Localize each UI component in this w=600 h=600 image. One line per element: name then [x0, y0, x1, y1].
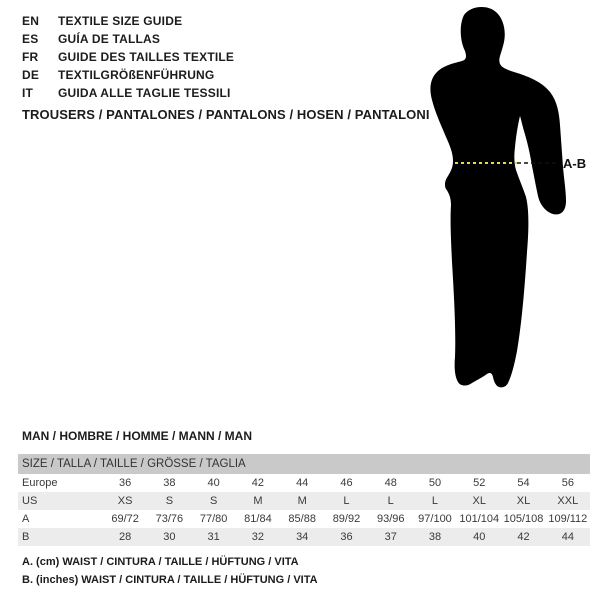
man-silhouette	[410, 0, 600, 400]
row-label: A	[22, 513, 30, 525]
size-cell: 36	[340, 531, 353, 543]
footnotes	[22, 553, 318, 589]
size-cell: 105/108	[503, 513, 544, 525]
gender-line: MAN / HOMBRE / HOMME / MANN / MAN	[22, 429, 252, 443]
size-cell: M	[297, 495, 307, 507]
size-cell: XS	[117, 495, 133, 507]
size-table-header: SIZE / TALLA / TAILLE / GRÖSSE / TAGLIA	[22, 458, 246, 470]
size-cell: L	[431, 495, 439, 507]
size-cell: 85/88	[288, 513, 316, 525]
size-cell: 42	[517, 531, 530, 543]
size-cell: 37	[384, 531, 397, 543]
size-cell: 101/104	[459, 513, 500, 525]
language-row	[22, 12, 234, 30]
size-cell: 46	[340, 477, 353, 489]
row-label: Europe	[22, 477, 58, 489]
size-cell: S	[165, 495, 174, 507]
size-cell: 48	[384, 477, 397, 489]
size-cell: 97/100	[418, 513, 452, 525]
size-cell: XL	[472, 495, 486, 507]
size-cell: 32	[251, 531, 265, 543]
size-cell: 77/80	[199, 513, 228, 525]
size-cell: 38	[163, 477, 176, 489]
language-code: FR	[22, 50, 39, 64]
size-cell: 42	[251, 477, 265, 489]
size-cell: 56	[561, 477, 574, 489]
size-cell: 73/76	[155, 513, 184, 525]
size-row-a-cm	[18, 510, 590, 528]
language-code: EN	[22, 14, 40, 28]
footnote-b: B. (inches) WAIST / CINTURA / TAILLE / HÜFTUNG / VITA	[22, 574, 318, 586]
size-row-us	[18, 492, 590, 510]
product-types-line: TROUSERS / PANTALONES / PANTALONS / HOSEN / PANTALONI	[22, 107, 430, 122]
size-table	[18, 454, 590, 546]
size-cell: 34	[296, 531, 309, 543]
footnote-a: A. (cm) WAIST / CINTURA / TAILLE / HÜFTUNG / VITA	[22, 556, 299, 568]
language-row	[22, 30, 234, 48]
language-row	[22, 84, 234, 102]
language-label: TEXTILE SIZE GUIDE	[58, 14, 183, 28]
language-row	[22, 48, 234, 66]
size-cell: 40	[473, 531, 486, 543]
size-cell: XL	[516, 495, 531, 507]
size-cell: 31	[207, 531, 220, 543]
language-code: ES	[22, 32, 39, 46]
man-silhouette-figure	[410, 0, 600, 400]
row-label: US	[22, 495, 38, 507]
language-header	[22, 12, 234, 102]
size-cell: L	[387, 495, 394, 507]
language-code: IT	[22, 86, 34, 100]
size-cell: 52	[473, 477, 486, 489]
size-cell: 44	[561, 531, 574, 543]
size-table-header-row	[18, 454, 590, 474]
size-cell: 93/96	[376, 513, 405, 525]
size-cell: 30	[163, 531, 176, 543]
row-label: B	[22, 531, 30, 543]
size-cell: 89/92	[332, 513, 361, 525]
size-cell: 44	[296, 477, 309, 489]
size-cell: L	[343, 495, 350, 507]
size-cell: M	[253, 495, 263, 507]
size-cell: 81/84	[244, 513, 272, 525]
language-row	[22, 66, 234, 84]
size-cell: 50	[428, 477, 442, 489]
language-label: GUÍA DE TALLAS	[58, 32, 161, 46]
size-cell: 28	[119, 531, 132, 543]
size-row-europe	[18, 474, 590, 492]
size-cell: 36	[119, 477, 132, 489]
size-cell: XXL	[557, 495, 579, 507]
size-cell: 54	[517, 477, 530, 489]
size-cell: 40	[207, 477, 220, 489]
size-cell: 38	[428, 531, 442, 543]
size-cell: 69/72	[111, 513, 139, 525]
size-cell: 109/112	[548, 513, 588, 525]
size-row-b-inches	[18, 528, 590, 546]
measure-label-ab: A-B	[563, 156, 587, 171]
language-label: TEXTILGRÖßENFÜHRUNG	[58, 68, 215, 82]
silhouette-shape	[430, 7, 566, 387]
language-code: DE	[22, 68, 40, 82]
size-cell: S	[209, 495, 218, 507]
language-label: GUIDA ALLE TAGLIE TESSILI	[58, 86, 231, 100]
language-label: GUIDE DES TAILLES TEXTILE	[58, 50, 235, 64]
